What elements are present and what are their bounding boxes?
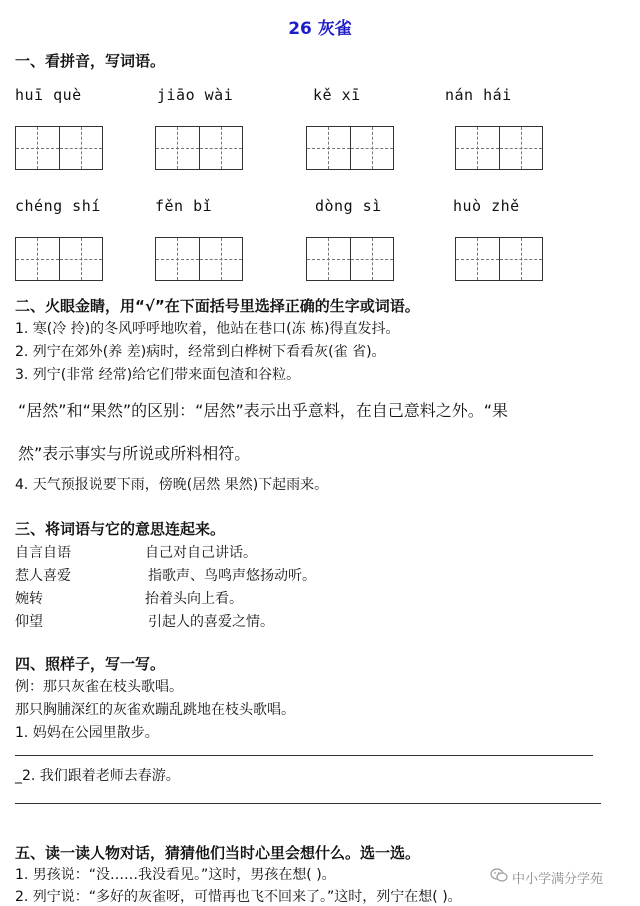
s5-question-1: 1. 男孩说：“没……我没看见。”这时，男孩在想( )。: [15, 867, 336, 883]
writing-grid-1[interactable]: [15, 126, 103, 170]
match-meaning-1[interactable]: 自己对自己讲话。: [145, 545, 257, 561]
writing-grid-2[interactable]: [155, 126, 243, 170]
s2-note-line-2: 然”表示事实与所说或所料相符。: [18, 444, 251, 463]
s2-note-line-1: “居然”和“果然”的区别：“居然”表示出乎意料，在自己意料之外。“果: [18, 401, 509, 420]
writing-grid-3[interactable]: [306, 126, 394, 170]
s4-example: 例：那只灰雀在枝头歌唱。: [15, 679, 183, 695]
pinyin-3: kě xī: [313, 86, 361, 104]
match-word-1[interactable]: 自言自语: [15, 545, 71, 561]
match-meaning-3[interactable]: 抬着头向上看。: [145, 591, 243, 607]
section3-heading: 三、将词语与它的意思连起来。: [15, 520, 226, 538]
pinyin-7: dòng sì: [315, 197, 382, 215]
pinyin-2: jiāo wài: [157, 86, 234, 104]
s5-question-2: 2. 列宁说：“多好的灰雀呀，可惜再也飞不回来了。”这时，列宁在想( )。: [15, 889, 462, 905]
s4-example-answer: 那只胸脯深红的灰雀欢蹦乱跳地在枝头歌唱。: [15, 702, 295, 718]
pinyin-5: chéng shí: [15, 197, 101, 215]
writing-grid-7[interactable]: [306, 237, 394, 281]
section5-heading: 五、读一读人物对话，猜猜他们当时心里会想什么。选一选。: [15, 844, 421, 862]
s2-question-3: 3. 列宁(非常 经常)给它们带来面包渣和谷粒。: [15, 367, 301, 383]
writing-grid-5[interactable]: [15, 237, 103, 281]
watermark-text: 中小学满分学苑: [512, 872, 604, 887]
answer-line-2[interactable]: [15, 803, 601, 804]
s2-question-4: 4. 天气预报说要下雨，傍晚(居然 果然)下起雨来。: [15, 477, 329, 493]
writing-grid-6[interactable]: [155, 237, 243, 281]
pinyin-1: huī què: [15, 86, 82, 104]
match-meaning-4[interactable]: 引起人的喜爱之情。: [148, 614, 274, 630]
pinyin-6: fěn bǐ: [155, 197, 213, 215]
section4-heading: 四、照样子，写一写。: [15, 655, 166, 673]
answer-line-1[interactable]: [15, 755, 593, 756]
section1-heading: 一、看拼音，写词语。: [15, 52, 166, 70]
pinyin-4: nán hái: [445, 86, 512, 104]
s2-question-1: 1. 寒(冷 拎)的冬风呼呼地吹着，他站在巷口(冻 栋)得直发抖。: [15, 321, 400, 337]
page-title: 26 灰雀: [288, 19, 352, 39]
writing-grid-8[interactable]: [455, 237, 543, 281]
s2-question-2: 2. 列宁在郊外(养 差)病时，经常到白桦树下看看灰(雀 省)。: [15, 344, 386, 360]
pinyin-8: huò zhě: [453, 197, 520, 215]
match-word-2[interactable]: 惹人喜爱: [15, 568, 71, 584]
writing-grid-4[interactable]: [455, 126, 543, 170]
s4-question-1: 1. 妈妈在公园里散步。: [15, 725, 159, 741]
match-meaning-2[interactable]: 指歌声、鸟鸣声悠扬动听。: [148, 568, 316, 584]
match-word-3[interactable]: 婉转: [15, 591, 43, 607]
match-word-4[interactable]: 仰望: [15, 614, 43, 630]
wechat-icon: [490, 867, 508, 883]
section2-heading: 二、火眼金睛，用“√”在下面括号里选择正确的生字或词语。: [15, 297, 420, 315]
s4-question-2: _2. 我们跟着老师去春游。: [15, 768, 180, 784]
